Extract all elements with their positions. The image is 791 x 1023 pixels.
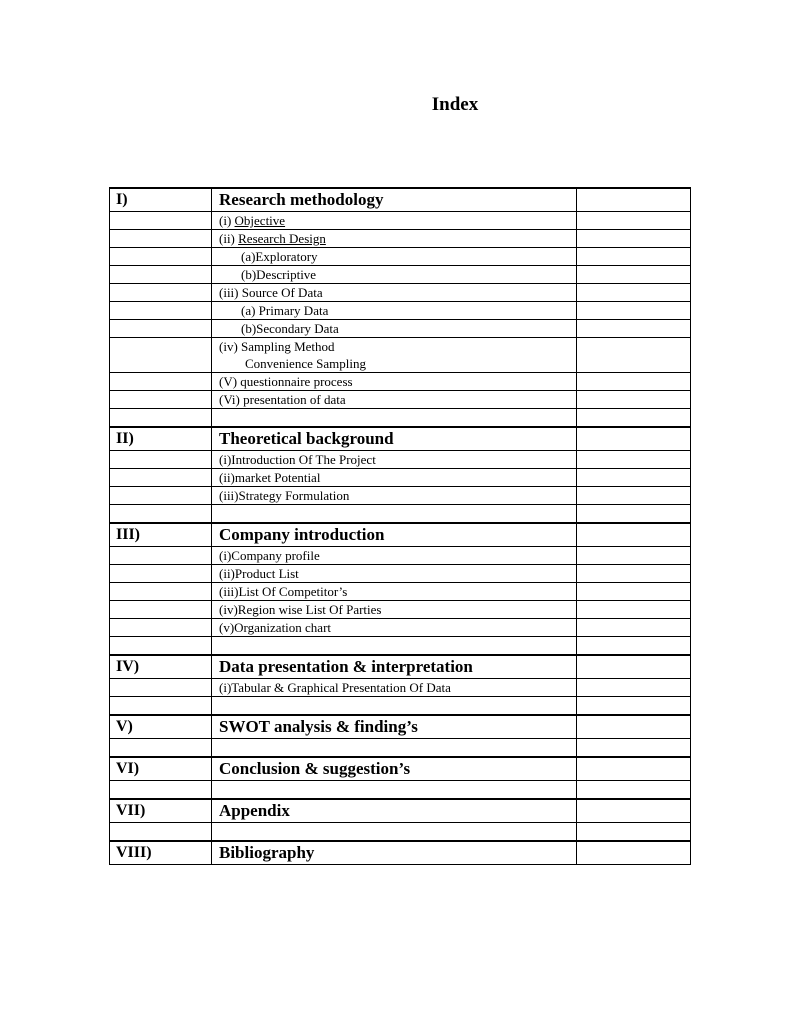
section-heading: Company introduction (212, 523, 577, 547)
subitem-number-cell (110, 338, 212, 373)
index-table-body (110, 188, 691, 865)
subitem-title: (i)Company profile (219, 548, 320, 563)
section-row (110, 715, 691, 739)
spacer-cell (212, 781, 577, 800)
section-row (110, 523, 691, 547)
subitem-row (110, 373, 691, 391)
subitem-label (212, 601, 577, 619)
subitem-number-cell (110, 248, 212, 266)
spacer-cell (110, 505, 212, 524)
section-number: II) (110, 427, 212, 451)
subitem-label (212, 320, 577, 338)
section-row (110, 188, 691, 212)
section-row (110, 655, 691, 679)
subitem-row (110, 391, 691, 409)
subitem-row (110, 248, 691, 266)
page-number-cell (577, 338, 691, 373)
subitem-text (219, 374, 353, 389)
subitem-label (212, 487, 577, 505)
subitem-row (110, 547, 691, 565)
subitem-row (110, 601, 691, 619)
subitem-number-cell (110, 547, 212, 565)
subitem-row (110, 320, 691, 338)
subitem-number-cell (110, 619, 212, 637)
page-number-cell (577, 373, 691, 391)
page-number-cell (577, 248, 691, 266)
section-number: VI) (110, 757, 212, 781)
subitem-text: (ii) Research Design (219, 231, 326, 246)
page-title: Index (431, 94, 479, 115)
page-number-cell (577, 188, 691, 212)
subitem-text (219, 566, 299, 581)
spacer-cell (110, 739, 212, 758)
page-number-cell (577, 320, 691, 338)
subitem-number-cell (110, 391, 212, 409)
subitem-row (110, 230, 691, 248)
subitem-text: (i) Objective (219, 213, 286, 228)
subitem-title: (iv)Region wise List Of Parties (219, 602, 382, 617)
spacer-cell (212, 409, 577, 428)
section-row (110, 841, 691, 865)
page-number-cell (577, 230, 691, 248)
subitem-text (219, 285, 323, 300)
subitem-row (110, 338, 691, 373)
subitem-number-cell (110, 565, 212, 583)
spacer-row (110, 505, 691, 524)
subitem-title: Research Design (238, 231, 326, 246)
subitem-text (219, 584, 347, 599)
subitem-title: (iv) Sampling Method (219, 339, 335, 354)
subitem-text (219, 248, 318, 265)
subitem-number-cell (110, 469, 212, 487)
subitem-title: (v)Organization chart (219, 620, 332, 635)
subitem-row (110, 469, 691, 487)
subitem-label (212, 391, 577, 409)
subitem-row (110, 212, 691, 230)
section-number: V) (110, 715, 212, 739)
subitem-text (219, 339, 335, 354)
page-number-cell (577, 841, 691, 865)
subitem-number-cell (110, 583, 212, 601)
subitem-text (219, 548, 320, 563)
spacer-cell (212, 697, 577, 716)
subitem-label (212, 248, 577, 266)
page-number-cell (577, 391, 691, 409)
section-number: VIII) (110, 841, 212, 865)
subitem-title: (iii)List Of Competitor’s (219, 584, 348, 599)
section-heading: Data presentation & interpretation (212, 655, 577, 679)
subitem-number-cell (110, 451, 212, 469)
page-number-cell (577, 212, 691, 230)
subitem-title: (iii) Source Of Data (219, 285, 323, 300)
spacer-cell (577, 505, 691, 524)
subitem-title: Objective (234, 213, 286, 228)
section-heading: Research methodology (212, 188, 577, 212)
subitem-title: (ii)market Potential (219, 470, 321, 485)
subitem-text (219, 602, 381, 617)
page-number-cell (577, 799, 691, 823)
subitem-label (212, 619, 577, 637)
subitem-label (212, 451, 577, 469)
section-number: VII) (110, 799, 212, 823)
subitem-text (219, 392, 346, 407)
page-number-cell (577, 266, 691, 284)
subitem-title: (b)Secondary Data (241, 321, 339, 336)
spacer-cell (110, 697, 212, 716)
subitem-title: (i)Tabular & Graphical Presentation Of Data (219, 680, 451, 695)
subitem-row (110, 284, 691, 302)
subitem-label (212, 338, 577, 373)
subitem-label (212, 547, 577, 565)
subitem-title: (b)Descriptive (241, 267, 317, 282)
page-number-cell (577, 757, 691, 781)
subitem-title: (iii)Strategy Formulation (219, 488, 350, 503)
section-heading: Theoretical background (212, 427, 577, 451)
subitem-title: (V) questionnaire process (219, 374, 353, 389)
spacer-cell (577, 781, 691, 800)
subitem-text (219, 452, 376, 467)
subitem-row (110, 565, 691, 583)
page-number-cell (577, 583, 691, 601)
subitem-second-line: Convenience Sampling (245, 356, 366, 371)
section-heading: Bibliography (212, 841, 577, 865)
subitem-number-cell (110, 212, 212, 230)
subitem-row (110, 451, 691, 469)
spacer-cell (110, 409, 212, 428)
index-table (109, 187, 691, 865)
subitem-number-cell (110, 373, 212, 391)
page-number-cell (577, 715, 691, 739)
subitem-number-cell (110, 601, 212, 619)
subitem-row (110, 679, 691, 697)
spacer-row (110, 637, 691, 656)
subitem-title: (a) Primary Data (241, 303, 329, 318)
spacer-cell (577, 697, 691, 716)
section-row (110, 799, 691, 823)
subitem-number-cell (110, 284, 212, 302)
page-number-cell (577, 487, 691, 505)
section-row (110, 427, 691, 451)
spacer-cell (110, 637, 212, 656)
subitem-title: (ii)Product List (219, 566, 299, 581)
subitem-title: (Vi) presentation of data (219, 392, 346, 407)
subitem-number-cell (110, 487, 212, 505)
subitem-label (212, 302, 577, 320)
section-heading: Appendix (212, 799, 577, 823)
subitem-label (212, 212, 577, 230)
page-number-cell (577, 565, 691, 583)
spacer-cell (212, 637, 577, 656)
subitem-text (219, 620, 331, 635)
subitem-label (212, 284, 577, 302)
spacer-row (110, 409, 691, 428)
spacer-row (110, 739, 691, 758)
subitem-row (110, 266, 691, 284)
subitem-label (212, 679, 577, 697)
spacer-cell (577, 409, 691, 428)
page-number-cell (577, 427, 691, 451)
subitem-text (219, 470, 320, 485)
subitem-number-cell (110, 230, 212, 248)
subitem-number-cell (110, 266, 212, 284)
page-number-cell (577, 601, 691, 619)
page-number-cell (577, 284, 691, 302)
page-number-cell (577, 547, 691, 565)
subitem-title: (a)Exploratory (241, 249, 318, 264)
spacer-cell (577, 739, 691, 758)
page-number-cell (577, 523, 691, 547)
spacer-cell (577, 637, 691, 656)
spacer-cell (212, 505, 577, 524)
subitem-text (219, 680, 451, 695)
subitem-text (219, 302, 328, 319)
page-number-cell (577, 469, 691, 487)
subitem-text (219, 488, 349, 503)
subitem-row (110, 619, 691, 637)
subitem-text (219, 266, 316, 283)
spacer-cell (110, 823, 212, 842)
subitem-number-cell (110, 679, 212, 697)
subitem-number-cell (110, 320, 212, 338)
section-heading: Conclusion & suggestion’s (212, 757, 577, 781)
subitem-label (212, 230, 577, 248)
subitem-row (110, 487, 691, 505)
page-number-cell (577, 302, 691, 320)
subitem-row (110, 302, 691, 320)
subitem-text (219, 320, 339, 337)
subitem-title: (i)Introduction Of The Project (219, 452, 376, 467)
section-heading: SWOT analysis & finding’s (212, 715, 577, 739)
subitem-label (212, 469, 577, 487)
section-number: I) (110, 188, 212, 212)
page-number-cell (577, 451, 691, 469)
section-row (110, 757, 691, 781)
section-number: IV) (110, 655, 212, 679)
page-number-cell (577, 655, 691, 679)
spacer-row (110, 823, 691, 842)
subitem-row (110, 583, 691, 601)
spacer-row (110, 781, 691, 800)
subitem-label (212, 266, 577, 284)
page-number-cell (577, 619, 691, 637)
spacer-cell (577, 823, 691, 842)
spacer-cell (212, 823, 577, 842)
subitem-number-cell (110, 302, 212, 320)
subitem-label (212, 565, 577, 583)
subitem-label (212, 583, 577, 601)
page-number-cell (577, 679, 691, 697)
spacer-cell (110, 781, 212, 800)
section-number: III) (110, 523, 212, 547)
spacer-row (110, 697, 691, 716)
spacer-cell (212, 739, 577, 758)
subitem-label (212, 373, 577, 391)
